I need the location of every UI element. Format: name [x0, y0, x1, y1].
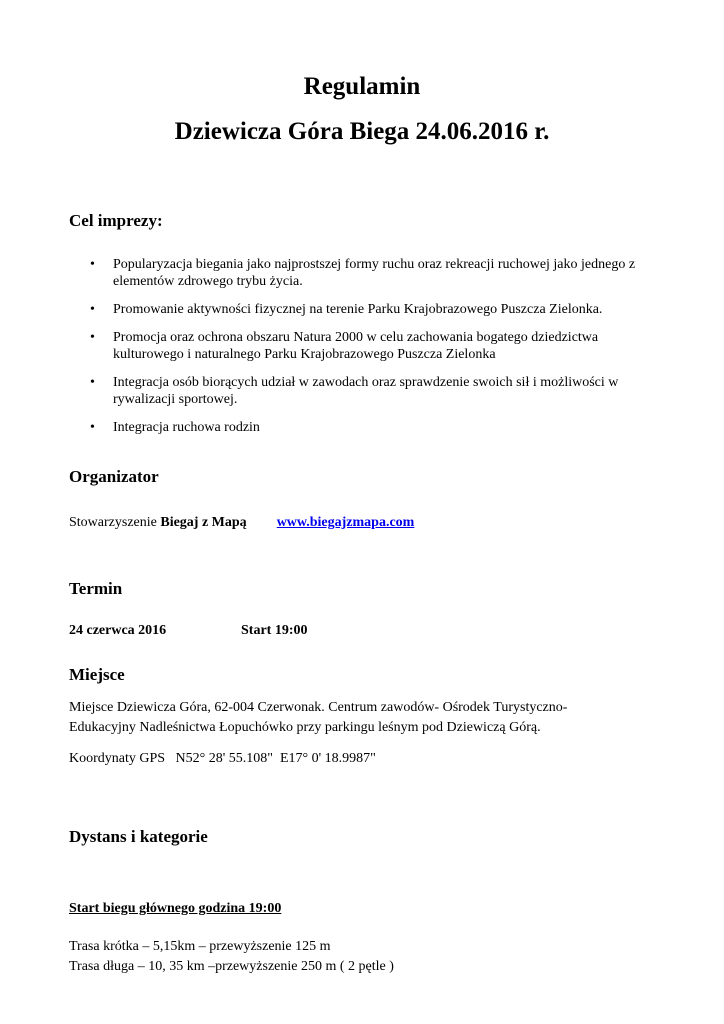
start-main-heading: Start biegu głównego godzina 19:00	[69, 901, 282, 916]
miejsce-line2: Edukacyjny Nadleśnictwa Łopuchówko przy parkingu leśnym pod Dziewiczą Górą.	[69, 720, 541, 735]
termin-heading: Termin	[69, 579, 123, 598]
list-item	[69, 256, 669, 290]
gps-coordinates: Koordynaty GPS N52° 28' 55.108" E17° 0' 18.9987"	[69, 751, 376, 766]
list-item-text: Popularyzacja biegania jako najprostszej formy ruchu oraz rekreacji ruchowej jako jednego z elementów zdrowego trybu życia.	[113, 257, 636, 289]
miejsce-line1: Miejsce Dziewicza Góra, 62-004 Czerwonak. Centrum zawodów- Ośrodek Turystyczno-	[69, 700, 568, 715]
list-item	[69, 329, 669, 363]
list-item-text: Promowanie aktywności fizycznej na terenie Parku Krajobrazowego Puszcza Zielonka.	[113, 302, 603, 317]
bullet-icon: •	[90, 330, 95, 345]
bullet-icon: •	[90, 375, 95, 390]
bullet-icon: •	[90, 257, 95, 272]
list-item-text: Integracja ruchowa rodzin	[113, 420, 260, 435]
dystans-heading: Dystans i kategorie	[69, 827, 208, 846]
list-item	[69, 374, 669, 408]
organizator-line	[69, 514, 414, 532]
list-item-text: Integracja osób biorących udział w zawodach oraz sprawdzenie swoich sił i możliwości w rywalizacji sportowej.	[113, 375, 619, 407]
bullet-icon: •	[90, 420, 95, 435]
list-item	[69, 419, 669, 436]
termin-date: 24 czerwca 2016	[69, 623, 167, 638]
cel-heading: Cel imprezy:	[69, 211, 163, 230]
organizator-prefix: Stowarzyszenie	[69, 515, 161, 530]
termin-start: Start 19:00	[241, 623, 308, 638]
route-long: Trasa długa – 10, 35 km –przewyższenie 250 m ( 2 pętle )	[69, 959, 394, 974]
miejsce-heading: Miejsce	[69, 665, 125, 684]
document-subtitle: Dziewicza Góra Biega 24.06.2016 r.	[174, 118, 550, 145]
bullet-icon: •	[90, 302, 95, 317]
list-item	[69, 301, 669, 318]
document-title: Regulamin	[303, 73, 421, 100]
route-short: Trasa krótka – 5,15km – przewyższenie 125 m	[69, 939, 331, 954]
cel-list	[69, 256, 669, 447]
list-item-text: Promocja oraz ochrona obszaru Natura 2000 w celu zachowania bogatego dziedzictwa kulturowego i naturalnego Parku Krajobrazowego Puszcza Zielonka	[113, 330, 599, 362]
organizator-heading: Organizator	[69, 467, 159, 486]
organizator-name: Biegaj z Mapą	[160, 515, 247, 530]
organizator-website-link[interactable]: www.biegajzmapa.com	[276, 515, 415, 530]
